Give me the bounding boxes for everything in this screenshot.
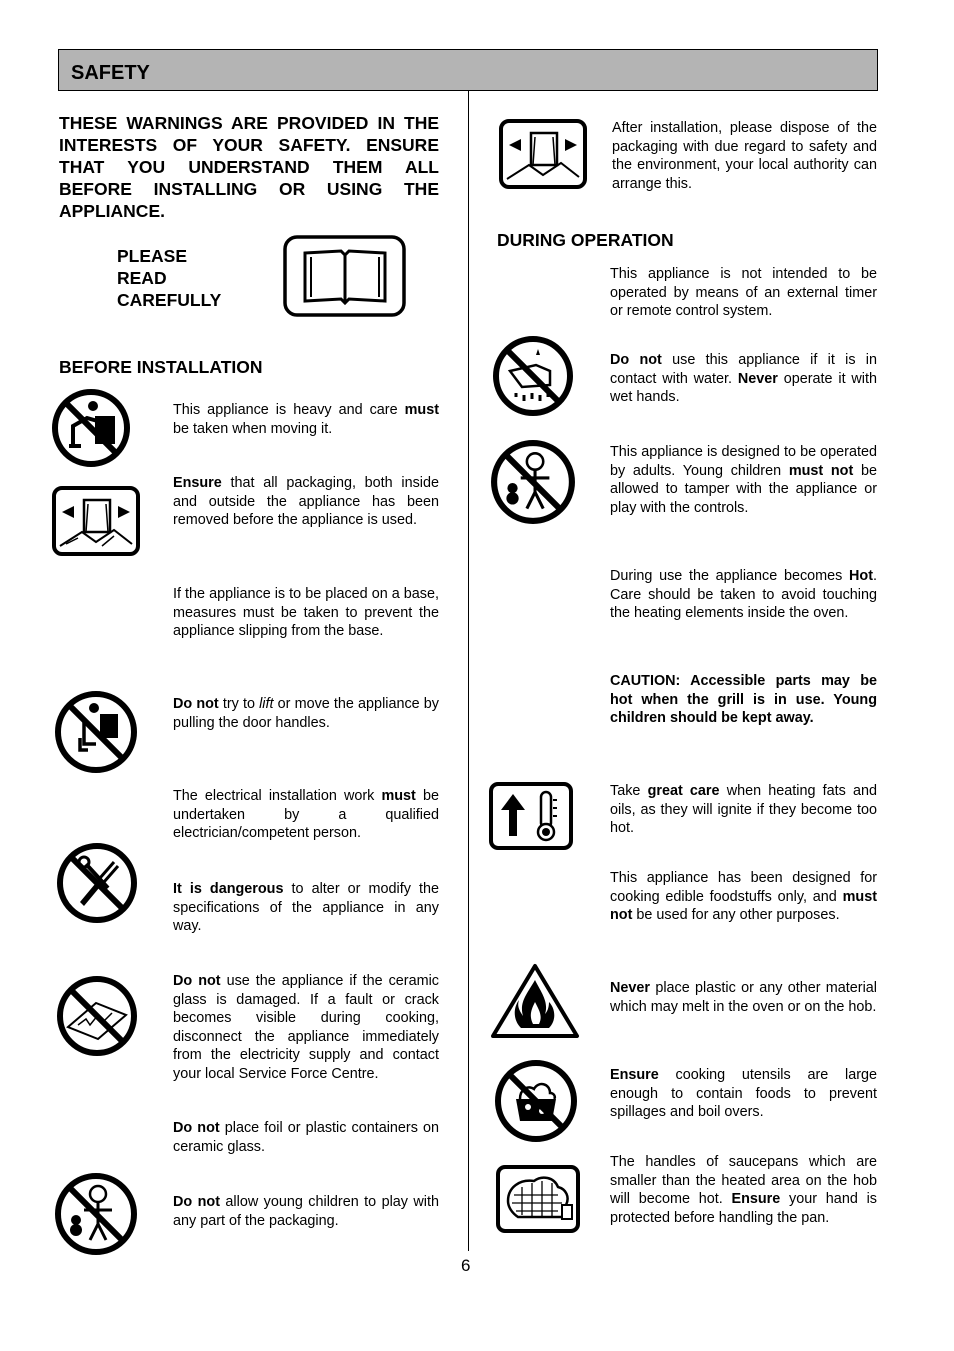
during-para-2: Do not use this appliance if it is in contact with water. Never operate it with wet hands. (610, 352, 877, 405)
during-operation-heading: DURING OPERATION (497, 230, 674, 250)
during-para-8: Never place plastic or any other material which may melt in the oven or on the hob. (610, 980, 877, 1015)
during-para-9: Ensure cooking utensils are large enough to contain foods to prevent spillages and boil overs. (610, 1067, 877, 1120)
during-para-3: This appliance is designed to be operated by adults. Young children must not be allowed to tamper with the appliance or play with the controls. (610, 444, 877, 516)
please-read-label: PLEASE READ CAREFULLY (117, 246, 222, 310)
intro-warning: THESE WARNINGS ARE PROVIDED IN THE INTERESTS OF YOUR SAFETY. ENSURE THAT YOU UNDERSTAND THEM ALL BEFORE INSTALLING OR USING THE APPLIANCE. (59, 113, 439, 221)
open-book-icon (283, 235, 406, 317)
no-children-operation-icon (490, 439, 576, 525)
during-para-7: This appliance has been designed for cooking edible foodstuffs only, and must not be used for any other purposes. (610, 870, 877, 923)
no-damaged-glass-icon (56, 975, 138, 1057)
during-para-6: Take great care when heating fats and oils, as they will ignite if they become too hot. (610, 783, 877, 836)
no-door-handle-lift-icon (54, 690, 138, 774)
before-para-6: It is dangerous to alter or modify the specifications of the appliance in any way. (173, 881, 439, 934)
before-para-5: The electrical installation work must be undertaken by a qualified electrician/competent person. (173, 788, 439, 841)
before-installation-heading: BEFORE INSTALLATION (59, 357, 263, 377)
hot-temperature-icon (489, 782, 573, 850)
before-para-8: Do not place foil or plastic containers on ceramic glass. (173, 1120, 439, 1155)
caution-note: CAUTION: Accessible parts may be hot when the grill is in use. Young children should be kept away. (610, 673, 877, 726)
packaging-removal-icon (52, 486, 140, 556)
during-para-1: This appliance is not intended to be operated by means of an external timer or remote control system. (610, 266, 877, 319)
boil-over-icon (494, 1059, 578, 1143)
before-para-4: Do not try to lift or move the appliance by pulling the door handles. (173, 696, 439, 731)
packaging-disposal-icon (499, 119, 587, 189)
fire-warning-icon (489, 962, 581, 1040)
before-para-3: If the appliance is to be placed on a base, measures must be taken to prevent the appliance slipping from the base. (173, 586, 439, 639)
section-title: SAFETY (71, 62, 150, 84)
no-children-icon (54, 1172, 138, 1256)
after-install-para: After installation, please dispose of the packaging with due regard to safety and the environment, your local authority can arrange this. (612, 120, 877, 192)
column-divider (468, 91, 469, 1251)
no-tools-icon (56, 842, 138, 924)
no-water-icon (492, 335, 574, 417)
no-lifting-icon (51, 388, 131, 468)
before-para-7: Do not use the appliance if the ceramic glass is damaged. If a fault or crack becomes visible during cooking, disconnect the appliance immediately from the electricity supply and contact your local Service Force Centre. (173, 973, 439, 1082)
section-header (58, 49, 878, 91)
page-number: 6 (461, 1256, 471, 1275)
before-para-2: Ensure that all packaging, both inside and outside the appliance has been removed before the appliance is used. (173, 475, 439, 528)
during-para-4: During use the appliance becomes Hot. Care should be taken to avoid touching the heating elements inside the oven. (610, 568, 877, 621)
before-para-9: Do not allow young children to play with any part of the packaging. (173, 1194, 439, 1229)
before-para-1: This appliance is heavy and care must be taken when moving it. (173, 402, 439, 437)
oven-glove-icon (496, 1165, 580, 1233)
during-para-10: The handles of saucepans which are smaller than the heated area on the hob will become hot. Ensure your hand is protected before handling the pan. (610, 1154, 877, 1226)
